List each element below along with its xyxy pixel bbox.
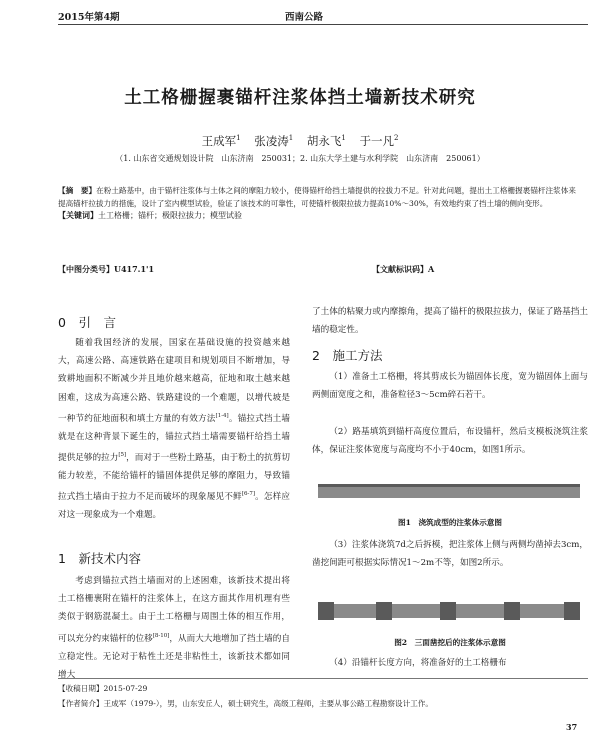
figure-1-caption: 图1 浇筑成型的注浆体示意图 <box>397 518 502 527</box>
keywords: 【关键词】土工格栅；锚杆；极限拉拔力；模型试验 <box>58 211 242 220</box>
author-list <box>0 133 600 149</box>
footer-rule <box>58 678 588 679</box>
intro-paragraph: 随着我国经济的发展，国家在基础设施的投资越来越大，高速公路、高速铁路在建项目和规划项目不断增加，导致耕地面积不断减少并且地价越来越高，征地和取土越来越困难，这成为高速公路、铁路建设的一个难题，以增代坡是一种节约征地面积和填土方量的有效方法[1-4]。锚拉式挡土墙就是在这种背景下诞生的，锚拉式挡土墙需要锚杆给挡土墙提供足够的拉力[5]，而对于一些粉土路基，由于粉土的抗剪切能力较差，不能给锚杆的锚固体提供足够的摩阻力，导致锚拉式挡土墙由于拉力不足而破坏的现象屡见不鲜[6-7]。怎样应对这一现象成为一个难题。 <box>58 338 290 521</box>
step-2: （2）路基填筑到锚杆高度位置后，布设锚杆，然后支模板浇筑注浆体，保证注浆体宽度与高度均不小于40cm，如图1所示。 <box>312 427 588 456</box>
received-date: 【收稿日期】2015-07-29 <box>58 684 148 693</box>
notch-segment <box>376 602 392 620</box>
author-name: 张凌涛$^1$ <box>254 134 294 148</box>
page-number: 37 <box>566 722 578 732</box>
header-rule <box>58 24 588 25</box>
journal-issue: 2015年第4期 <box>58 12 120 23</box>
section-heading-method: 2 施工方法 <box>312 348 383 363</box>
author-bio: 【作者简介】王成军（1979-），男，山东安丘人，硕士研究生，高级工程师，主要从事公路工程勘察设计工作。 <box>58 699 433 708</box>
section-heading-tech: 1 新技术内容 <box>58 551 141 566</box>
notch-segment <box>504 602 520 620</box>
notch-segment <box>440 602 456 620</box>
paper-title: 土工格栅握裹锚杆注浆体挡土墙新技术研究 <box>124 88 476 108</box>
document-code: 【文献标识码】A <box>372 264 435 274</box>
section-heading-intro: 0 引 言 <box>58 315 116 330</box>
notch-segment <box>318 602 334 620</box>
figure-1 <box>318 480 580 502</box>
step-1: （1）准备土工格栅，将其剪成长为锚固体长度，宽为锚固体上面与两侧面宽度之和，准备粒径3～5cm碎石若干。 <box>312 372 588 401</box>
abstract <box>58 185 576 224</box>
author-name: 胡永飞$^1$ <box>306 134 346 148</box>
continued-paragraph: 了土体的粘聚力或内摩擦角，提高了锚杆的极限拉拔力，保证了路基挡土墙的稳定性。 <box>312 307 588 336</box>
step-3: （3）注浆体浇筑7d之后拆模，把注浆体上侧与两侧均凿掉去3cm，凿挖间距可根据实际情况1～2m不等，如图2所示。 <box>312 540 588 569</box>
step-4: （4）沿锚杆长度方向，将准备好的土工格栅布 <box>329 658 507 668</box>
grout-body-shade <box>318 484 580 487</box>
figure-2 <box>318 598 580 624</box>
notch-segment <box>564 602 580 620</box>
author-name: 王成军$^1$ <box>201 134 241 148</box>
clc-number: 【中图分类号】U417.1'1 <box>58 264 155 274</box>
figure-2-caption: 图2 三面凿挖后的注浆体示意图 <box>394 638 506 647</box>
journal-name: 西南公路 <box>285 12 324 23</box>
affiliation: （1. 山东省交通规划设计院 山东济南 250031；2. 山东大学土建与水利学院 山东济南 250061） <box>115 154 485 163</box>
author-name: 于一凡$^2$ <box>359 134 399 148</box>
tech-paragraph: 考虑到锚拉式挡土墙面对的上述困难，该新技术提出将土工格栅裹附在锚杆的注浆体上，在这方面其作用机理有些类似于钢筋混凝土。由于土工格栅与周围土体的相互作用，可以充分约束锚杆的位移[8-10]，从而大大地增加了挡土墙的自立稳定性。无论对于粘性土还是非粘性土，该新技术都如同增大 <box>58 576 290 680</box>
abstract-text: 【摘 要】在粉土路基中，由于锚杆注浆体与土体之间的摩阻力较小，使得锚杆给挡土墙提供的拉拔力不足。针对此问题，提出土工格栅握裹锚杆注浆体来提高锚杆拉拔力的措施，设计了室内模型试验，验证了该技术的可靠性，可使锚杆极限拉拔力提高10%～30%，有效地约束了挡土墙的侧向变形。 <box>58 186 576 208</box>
